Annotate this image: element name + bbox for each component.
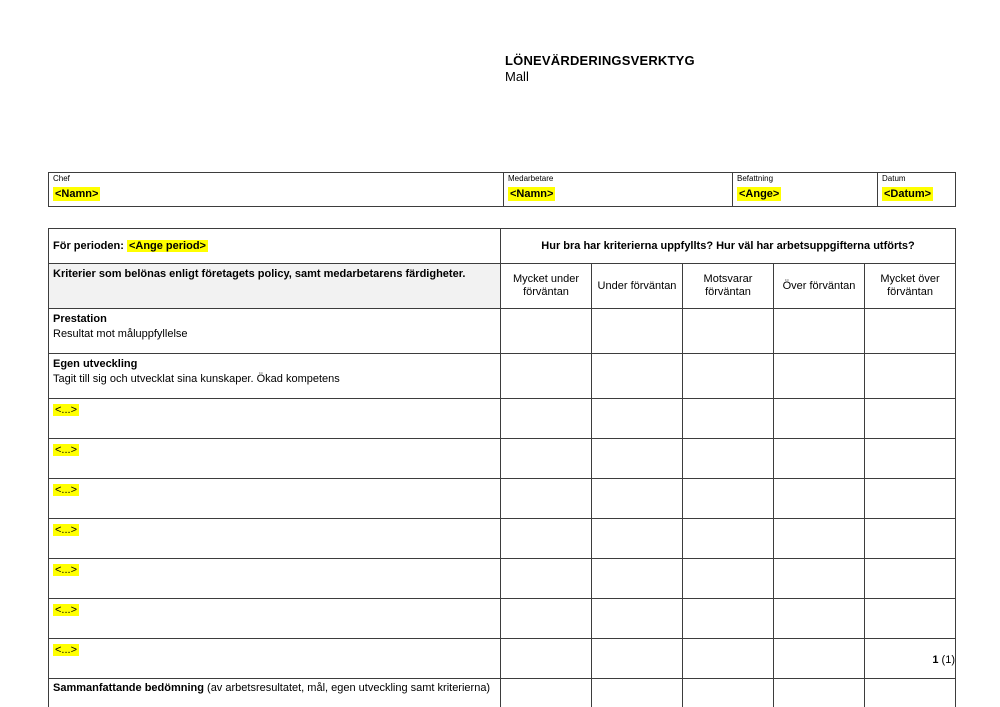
rating-cell[interactable] bbox=[683, 439, 774, 479]
placeholder-row bbox=[49, 479, 956, 519]
info-label-chef: Chef bbox=[53, 174, 70, 183]
placeholder-row bbox=[49, 399, 956, 439]
chef-name-field[interactable]: <Namn> bbox=[55, 188, 99, 200]
rating-cell[interactable] bbox=[683, 679, 774, 707]
criteria-cell bbox=[49, 354, 501, 399]
rating-cell[interactable] bbox=[501, 399, 592, 439]
rating-cell[interactable] bbox=[774, 679, 865, 707]
rating-cell[interactable] bbox=[683, 479, 774, 519]
rating-cell[interactable] bbox=[865, 599, 956, 639]
rating-cell[interactable] bbox=[501, 559, 592, 599]
criteria-cell bbox=[49, 479, 501, 519]
info-cell-medarbetare bbox=[504, 173, 733, 207]
rating-cell[interactable] bbox=[501, 599, 592, 639]
criteria-row-prestation bbox=[49, 309, 956, 354]
document-header bbox=[505, 53, 695, 85]
evaluation-table bbox=[48, 228, 956, 707]
rating-cell[interactable] bbox=[774, 639, 865, 679]
period-label: För perioden: bbox=[53, 240, 124, 252]
rating-cell[interactable] bbox=[683, 559, 774, 599]
rating-cell[interactable] bbox=[865, 559, 956, 599]
datum-field[interactable]: <Datum> bbox=[884, 188, 932, 200]
rating-column-header-3: Över förväntan bbox=[774, 264, 865, 309]
rating-column-header-2: Motsvarar förväntan bbox=[683, 264, 774, 309]
rating-column-header-0: Mycket under förväntan bbox=[501, 264, 592, 309]
page-number-total: (1) bbox=[941, 654, 955, 666]
rating-cell[interactable] bbox=[592, 354, 683, 399]
rating-cell[interactable] bbox=[683, 354, 774, 399]
criteria-column-header: Kriterier som belönas enligt företagets policy, samt medarbetarens färdigheter. bbox=[49, 264, 501, 309]
rating-cell[interactable] bbox=[683, 309, 774, 354]
rating-cell[interactable] bbox=[683, 639, 774, 679]
criteria-description: Tagit till sig och utvecklat sina kunskaper. Ökad kompetens bbox=[53, 373, 340, 385]
criteria-cell bbox=[49, 399, 501, 439]
rating-cell[interactable] bbox=[501, 679, 592, 707]
criteria-row-egen-utveckling bbox=[49, 354, 956, 399]
befattning-field[interactable]: <Ange> bbox=[739, 188, 780, 200]
rating-cell[interactable] bbox=[683, 399, 774, 439]
period-field[interactable]: <Ange period> bbox=[128, 240, 206, 252]
info-cell-datum bbox=[878, 173, 956, 207]
criteria-cell bbox=[49, 639, 501, 679]
info-table bbox=[48, 172, 956, 207]
question-header: Hur bra har kriterierna uppfyllts? Hur väl har arbetsuppgifterna utförts? bbox=[501, 229, 956, 264]
criteria-title: Prestation bbox=[53, 313, 107, 325]
rating-cell[interactable] bbox=[592, 519, 683, 559]
rating-cell[interactable] bbox=[774, 439, 865, 479]
column-header-row bbox=[49, 264, 956, 309]
rating-cell[interactable] bbox=[592, 599, 683, 639]
placeholder-row bbox=[49, 439, 956, 479]
rating-cell[interactable] bbox=[774, 599, 865, 639]
document-title: LÖNEVÄRDERINGSVERKTYG bbox=[505, 53, 695, 68]
rating-cell[interactable] bbox=[501, 479, 592, 519]
criteria-cell bbox=[49, 559, 501, 599]
criteria-description: Resultat mot måluppfyllelse bbox=[53, 328, 188, 340]
info-cell-chef bbox=[49, 173, 504, 207]
placeholder-field[interactable]: <...> bbox=[55, 644, 78, 656]
info-label-datum: Datum bbox=[882, 174, 906, 183]
rating-cell[interactable] bbox=[774, 559, 865, 599]
rating-cell[interactable] bbox=[501, 519, 592, 559]
period-row bbox=[49, 229, 956, 264]
rating-cell[interactable] bbox=[683, 519, 774, 559]
summary-description: (av arbetsresultatet, mål, egen utveckling samt kriterierna) bbox=[207, 682, 491, 694]
rating-column-header-1: Under förväntan bbox=[592, 264, 683, 309]
criteria-cell bbox=[49, 599, 501, 639]
placeholder-row bbox=[49, 519, 956, 559]
placeholder-field[interactable]: <...> bbox=[55, 524, 78, 536]
criteria-cell bbox=[49, 439, 501, 479]
summary-title: Sammanfattande bedömning bbox=[53, 682, 204, 694]
rating-cell[interactable] bbox=[592, 639, 683, 679]
criteria-title: Egen utveckling bbox=[53, 358, 138, 370]
rating-cell[interactable] bbox=[865, 309, 956, 354]
rating-column-header-4: Mycket över förväntan bbox=[865, 264, 956, 309]
rating-cell[interactable] bbox=[865, 479, 956, 519]
placeholder-field[interactable]: <...> bbox=[55, 444, 78, 456]
placeholder-field[interactable]: <...> bbox=[55, 604, 78, 616]
rating-cell[interactable] bbox=[592, 439, 683, 479]
info-label-medarbetare: Medarbetare bbox=[508, 174, 554, 183]
summary-cell bbox=[49, 679, 501, 707]
placeholder-row bbox=[49, 599, 956, 639]
summary-row bbox=[49, 679, 956, 707]
rating-cell[interactable] bbox=[592, 309, 683, 354]
criteria-cell bbox=[49, 519, 501, 559]
placeholder-field[interactable]: <...> bbox=[55, 564, 78, 576]
rating-cell[interactable] bbox=[592, 559, 683, 599]
rating-cell[interactable] bbox=[774, 354, 865, 399]
placeholder-field[interactable]: <...> bbox=[55, 484, 78, 496]
rating-cell[interactable] bbox=[501, 354, 592, 399]
rating-cell[interactable] bbox=[774, 309, 865, 354]
medarbetare-name-field[interactable]: <Namn> bbox=[510, 188, 554, 200]
rating-cell[interactable] bbox=[592, 479, 683, 519]
rating-cell[interactable] bbox=[865, 399, 956, 439]
rating-cell[interactable] bbox=[774, 519, 865, 559]
rating-cell[interactable] bbox=[592, 399, 683, 439]
rating-cell[interactable] bbox=[865, 354, 956, 399]
rating-cell[interactable] bbox=[501, 439, 592, 479]
rating-cell[interactable] bbox=[501, 639, 592, 679]
rating-cell[interactable] bbox=[774, 479, 865, 519]
rating-cell[interactable] bbox=[865, 439, 956, 479]
info-label-befattning: Befattning bbox=[737, 174, 774, 183]
page-number bbox=[855, 654, 955, 666]
rating-cell[interactable] bbox=[683, 599, 774, 639]
rating-cell[interactable] bbox=[865, 519, 956, 559]
rating-cell[interactable] bbox=[501, 309, 592, 354]
info-cell-befattning bbox=[733, 173, 878, 207]
page-number-current: 1 bbox=[932, 654, 939, 666]
rating-cell[interactable] bbox=[592, 679, 683, 707]
period-cell bbox=[49, 229, 501, 264]
rating-cell[interactable] bbox=[774, 399, 865, 439]
placeholder-row bbox=[49, 639, 956, 679]
placeholder-field[interactable]: <...> bbox=[55, 404, 78, 416]
rating-cell[interactable] bbox=[865, 679, 956, 707]
criteria-cell bbox=[49, 309, 501, 354]
placeholder-row bbox=[49, 559, 956, 599]
document-subtitle: Mall bbox=[505, 69, 529, 84]
